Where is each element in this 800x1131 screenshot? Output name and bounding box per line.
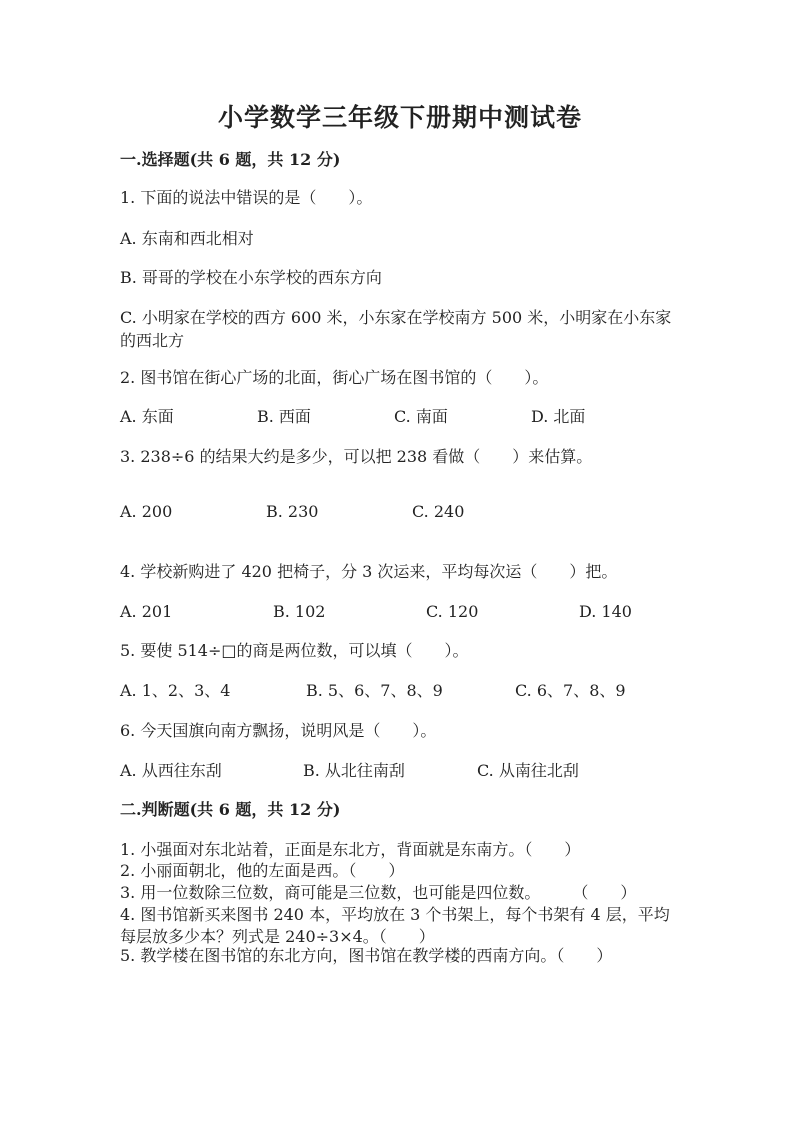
question-5-stem: 5. 要使 514÷□的商是两位数，可以填（ ）。 [120, 641, 469, 660]
page-title: 小学数学三年级下册期中测试卷 [217, 103, 582, 132]
question-1-option-a: A. 东南和西北相对 [120, 229, 254, 248]
judgment-item-1: 1. 小强面对东北站着，正面是东北方，背面就是东南方。（ ） [120, 840, 581, 859]
question-3-option-b: B. 230 [266, 502, 319, 521]
question-6-stem: 6. 今天国旗向南方飘扬，说明风是（ ）。 [120, 721, 437, 740]
question-4-option-c: C. 120 [426, 602, 479, 621]
question-5-option-a: A. 1、2、3、4 [120, 681, 231, 700]
question-3-option-a: A. 200 [120, 502, 173, 521]
question-2-option-b: B. 西面 [257, 407, 311, 426]
question-4-option-a: A. 201 [120, 602, 173, 621]
question-6-option-a: A. 从西往东刮 [120, 761, 222, 780]
question-1-option-c: C. 小明家在学校的西方 600 米，小东家在学校南方 500 米，小明家在小东家的西北方 [120, 308, 672, 350]
judgment-item-4: 4. 图书馆新买来图书 240 本，平均放在 3 个书架上，每个书架有 4 层，平均每层放多少本？列式是 240÷3×4。（ ） [120, 905, 670, 946]
question-2-option-c: C. 南面 [394, 407, 448, 426]
question-1-stem: 1. 下面的说法中错误的是（ ）。 [120, 188, 373, 207]
question-2-option-d: D. 北面 [531, 407, 586, 426]
question-3-option-c: C. 240 [412, 502, 465, 521]
question-6-option-c: C. 从南往北刮 [477, 761, 579, 780]
judgment-item-2: 2. 小丽面朝北，他的左面是西。（ ） [120, 861, 405, 880]
question-4-option-d: D. 140 [579, 602, 632, 621]
question-5-option-b: B. 5、6、7、8、9 [306, 681, 443, 700]
question-5-option-c: C. 6、7、8、9 [515, 681, 626, 700]
question-4-stem: 4. 学校新购进了 420 把椅子，分 3 次运来，平均每次运（ ）把。 [120, 562, 618, 581]
question-4-option-b: B. 102 [273, 602, 326, 621]
judgment-item-3: 3. 用一位数除三位数，商可能是三位数，也可能是四位数。 （ ） [120, 883, 637, 902]
question-1-option-b: B. 哥哥的学校在小东学校的西东方向 [120, 268, 382, 287]
question-3-stem: 3. 238÷6 的结果大约是多少，可以把 238 看做（ ）来估算。 [120, 447, 593, 466]
question-6-option-b: B. 从北往南刮 [303, 761, 405, 780]
section-2-heading: 二.判断题(共 6 题，共 12 分) [120, 800, 341, 819]
judgment-item-5: 5. 教学楼在图书馆的东北方向，图书馆在教学楼的西南方向。（ ） [120, 946, 613, 965]
section-1-heading: 一.选择题(共 6 题，共 12 分) [120, 150, 341, 169]
question-2-stem: 2. 图书馆在街心广场的北面，街心广场在图书馆的（ ）。 [120, 368, 549, 387]
question-2-option-a: A. 东面 [120, 407, 174, 426]
